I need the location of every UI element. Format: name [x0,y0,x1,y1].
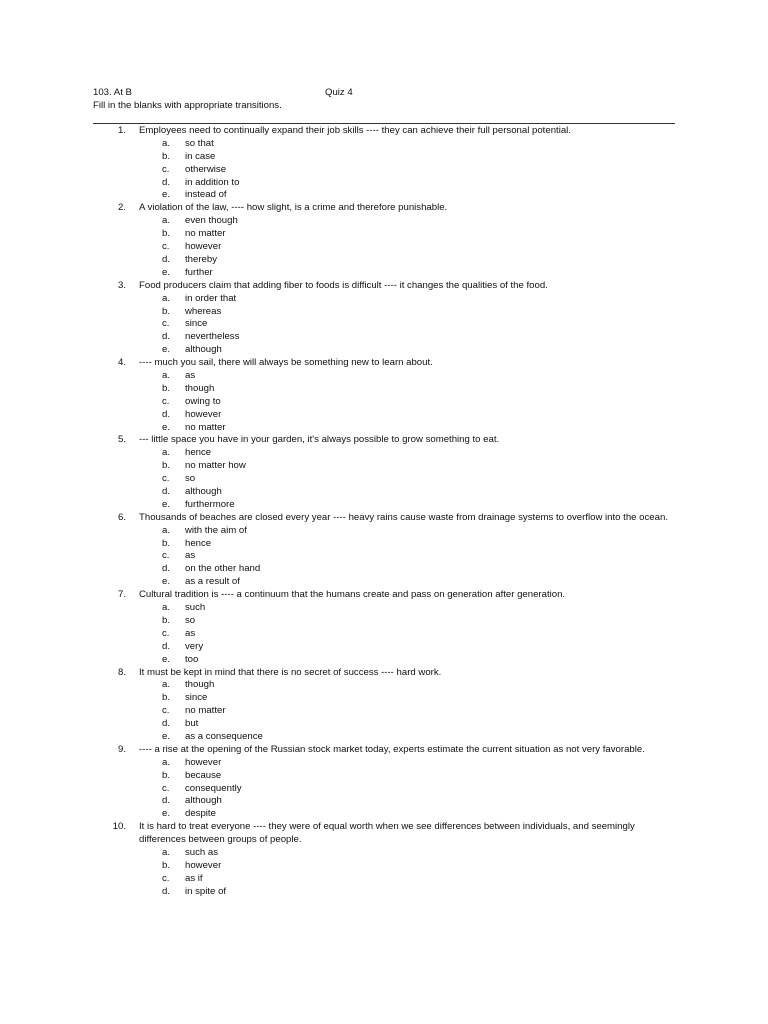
option-letter: c. [162,473,170,485]
option-letter: d. [162,253,171,265]
option-text: although [185,486,222,498]
option-text: as a consequence [185,730,263,742]
question-number: 3. [117,279,126,291]
instructions: Fill in the blanks with appropriate transitions. [93,100,282,111]
option-text: as a result of [185,576,240,588]
question-text: Food producers claim that adding fiber to foods is difficult ---- it changes the qualities of the food. [139,279,548,291]
option-letter: d. [162,331,171,343]
option-text: so [185,473,196,485]
answer-option [0,860,768,873]
option-letter: e. [162,421,171,433]
option-text: otherwise [185,163,227,175]
option-letter: d. [162,885,171,897]
answer-option [0,189,768,202]
answer-option [0,499,768,512]
question-stem [0,821,768,847]
question-item [0,202,768,279]
option-text: so [185,614,196,626]
answer-option [0,241,768,254]
option-letter: a. [162,292,171,304]
answer-option [0,576,768,589]
option-text: nevertheless [185,331,240,343]
option-letter: a. [162,447,171,459]
option-text: no matter [185,705,226,717]
option-text: no matter [185,228,226,240]
question-item [0,821,768,898]
question-stem [0,434,768,447]
option-text: too [185,653,199,665]
answer-option [0,254,768,267]
option-letter: c. [162,627,170,639]
answer-option [0,757,768,770]
answer-option [0,783,768,796]
option-letter: c. [162,550,170,562]
option-text: in order that [185,292,237,304]
answer-option [0,293,768,306]
option-text: so that [185,137,214,149]
option-text: no matter how [185,460,246,472]
question-text: ---- much you sail, there will always be something new to learn about. [139,357,433,369]
answer-option [0,873,768,886]
answer-option [0,731,768,744]
question-stem [0,589,768,602]
answer-option [0,138,768,151]
option-text: furthermore [185,498,235,510]
option-text: such [185,602,206,614]
option-letter: b. [162,305,171,317]
option-text: consequently [185,782,242,794]
option-letter: b. [162,150,171,162]
option-letter: e. [162,498,171,510]
question-item [0,589,768,666]
option-letter: c. [162,705,170,717]
option-letter: c. [162,163,170,175]
option-text: further [185,266,213,278]
question-text: ---- a rise at the opening of the Russian stock market today, experts estimate the current situation as not very favorable. [139,743,645,755]
answer-option [0,409,768,422]
answer-option [0,641,768,654]
answer-option [0,795,768,808]
question-item [0,357,768,434]
option-letter: e. [162,653,171,665]
option-text: hence [185,537,212,549]
answer-option [0,306,768,319]
option-letter: a. [162,215,171,227]
option-letter: b. [162,614,171,626]
option-text: however [185,859,222,871]
answer-option [0,370,768,383]
question-text: It must be kept in mind that there is no secret of success ---- hard work. [139,666,442,678]
answer-option [0,602,768,615]
question-item [0,125,768,202]
question-list [0,125,768,899]
question-text: --- little space you have in your garden, it's always possible to grow something to eat. [139,434,500,446]
question-number: 1. [117,125,126,136]
question-stem [0,744,768,757]
option-letter: a. [162,369,171,381]
option-letter: b. [162,228,171,240]
option-letter: e. [162,189,171,201]
answer-option [0,486,768,499]
answer-option [0,177,768,190]
question-item [0,744,768,821]
question-text: A violation of the law, ---- how slight, is a crime and therefore punishable. [139,202,448,214]
option-text: hence [185,447,212,459]
answer-option [0,422,768,435]
answer-option [0,460,768,473]
option-text: but [185,718,199,730]
answer-option [0,615,768,628]
question-number: 10. [112,821,126,833]
question-number: 9. [117,743,126,755]
option-text: owing to [185,395,221,407]
question-text: Employees need to continually expand their job skills ---- they can achieve their full personal potential. [139,125,571,136]
option-letter: e. [162,808,171,820]
option-letter: c. [162,241,170,253]
option-letter: d. [162,795,171,807]
question-item [0,667,768,744]
answer-option [0,151,768,164]
option-letter: c. [162,318,170,330]
option-text: very [185,640,204,652]
answer-option [0,525,768,538]
option-letter: a. [162,137,171,149]
option-letter: a. [162,524,171,536]
option-letter: a. [162,679,171,691]
option-letter: c. [162,395,170,407]
option-letter: e. [162,576,171,588]
option-text: since [185,318,208,330]
question-text: It is hard to treat everyone ---- they were of equal worth when we see differences between individuals, and seemingly differences between groups of people. [139,821,635,846]
option-text: instead of [185,189,227,201]
quiz-title: Quiz 4 [325,87,353,98]
question-stem [0,202,768,215]
option-text: as if [185,872,203,884]
option-text: despite [185,808,216,820]
option-text: however [185,408,222,420]
answer-option [0,318,768,331]
question-stem [0,512,768,525]
answer-option [0,538,768,551]
question-item [0,434,768,511]
answer-option [0,550,768,563]
option-letter: b. [162,769,171,781]
answer-option [0,679,768,692]
header-divider [93,123,675,124]
option-text: whereas [185,305,222,317]
option-letter: c. [162,782,170,794]
option-text: in addition to [185,176,240,188]
answer-option [0,847,768,860]
option-text: as [185,627,196,639]
answer-option [0,383,768,396]
question-stem [0,125,768,138]
answer-option [0,228,768,241]
option-text: in spite of [185,885,227,897]
answer-option [0,886,768,899]
option-letter: d. [162,640,171,652]
option-text: since [185,692,208,704]
option-text: because [185,769,222,781]
answer-option [0,563,768,576]
answer-option [0,164,768,177]
question-stem [0,667,768,680]
answer-option [0,654,768,667]
question-number: 6. [117,511,126,523]
question-text: Thousands of beaches are closed every year ---- heavy rains cause waste from drainage systems to overflow into the ocean. [139,511,668,523]
question-stem [0,280,768,293]
answer-option [0,808,768,821]
header-row [93,87,653,100]
option-text: no matter [185,421,226,433]
option-text: though [185,679,215,691]
option-text: however [185,241,222,253]
answer-option [0,215,768,228]
option-letter: c. [162,872,170,884]
question-number: 7. [117,589,126,601]
option-text: even though [185,215,238,227]
answer-option [0,267,768,280]
option-letter: e. [162,266,171,278]
option-text: as [185,369,196,381]
option-letter: d. [162,176,171,188]
question-number: 8. [117,666,126,678]
option-letter: d. [162,486,171,498]
question-item [0,512,768,589]
option-letter: d. [162,408,171,420]
option-text: on the other hand [185,563,261,575]
question-text: Cultural tradition is ---- a continuum that the humans create and pass on generation after generation. [139,589,566,601]
question-number: 2. [117,202,126,214]
question-number: 4. [117,357,126,369]
option-text: though [185,382,215,394]
option-letter: b. [162,692,171,704]
option-text: in case [185,150,216,162]
answer-option [0,770,768,783]
option-text: thereby [185,253,217,265]
question-number: 5. [117,434,126,446]
answer-option [0,692,768,705]
answer-option [0,331,768,344]
option-letter: e. [162,344,171,356]
option-letter: a. [162,756,171,768]
answer-option [0,447,768,460]
option-letter: d. [162,718,171,730]
option-letter: b. [162,859,171,871]
answer-option [0,344,768,357]
question-stem [0,357,768,370]
option-text: as [185,550,196,562]
option-text: with the aim of [185,524,247,536]
option-letter: b. [162,537,171,549]
course-code: 103. At B [93,87,132,98]
option-letter: e. [162,730,171,742]
question-item [0,280,768,357]
option-letter: a. [162,847,171,859]
answer-option [0,718,768,731]
answer-option [0,473,768,486]
option-letter: b. [162,382,171,394]
option-letter: d. [162,563,171,575]
option-text: however [185,756,222,768]
option-text: such as [185,847,219,859]
option-letter: a. [162,602,171,614]
answer-option [0,396,768,409]
answer-option [0,628,768,641]
option-letter: b. [162,460,171,472]
option-text: although [185,795,222,807]
answer-option [0,705,768,718]
option-text: although [185,344,222,356]
